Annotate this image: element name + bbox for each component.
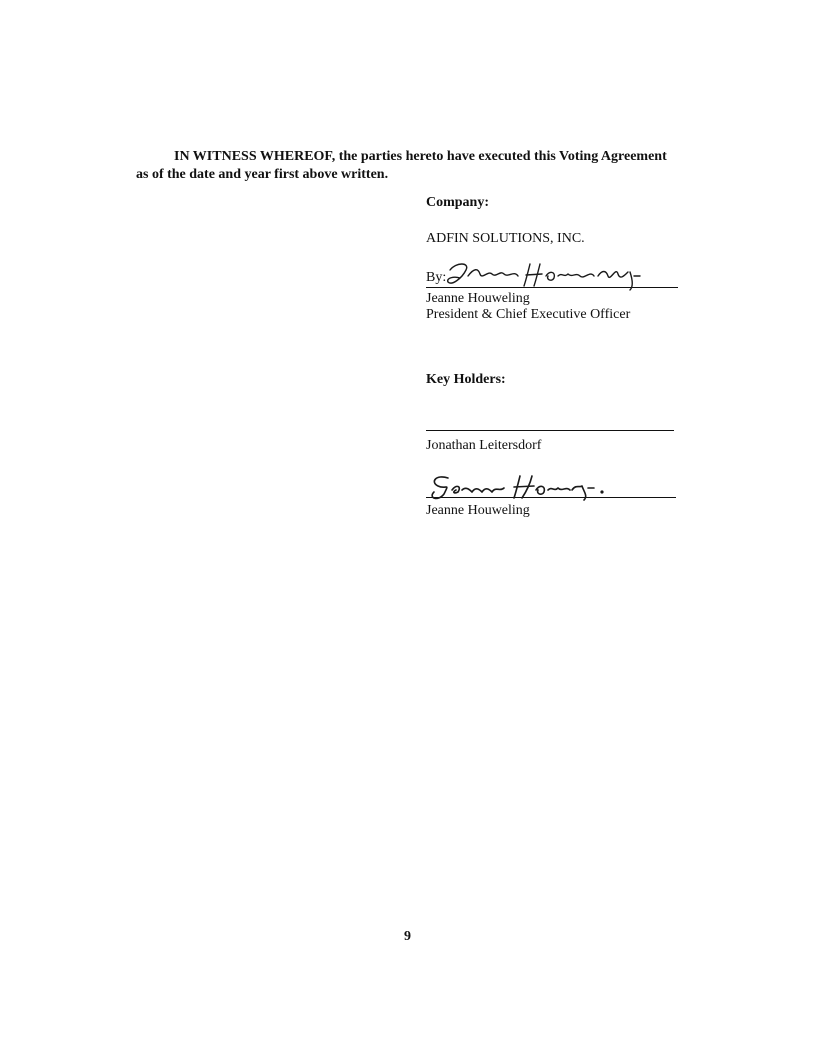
company-signer-title: President & Chief Executive Officer [426, 307, 631, 322]
witness-paragraph: IN WITNESS WHEREOF, the parties hereto have executed this Voting Agreement as of the date and year first above written. [136, 149, 667, 182]
company-heading: Company: [426, 195, 490, 210]
company-name: ADFIN SOLUTIONS, INC. [426, 231, 585, 246]
by-label: By: [426, 270, 447, 285]
company-signature-line [426, 262, 678, 292]
handwritten-signature-icon [426, 470, 646, 502]
key-holders-heading: Key Holders: [426, 372, 506, 387]
page-number: 9 [404, 929, 411, 944]
blank-signature-line [426, 430, 674, 431]
key-holder-name: Jonathan Leitersdorf [426, 438, 542, 453]
handwritten-signature-icon [444, 256, 674, 292]
company-signer-name: Jeanne Houweling [426, 291, 530, 306]
key-holder-signature-line [426, 470, 676, 504]
key-holder-name: Jeanne Houweling [426, 503, 530, 518]
